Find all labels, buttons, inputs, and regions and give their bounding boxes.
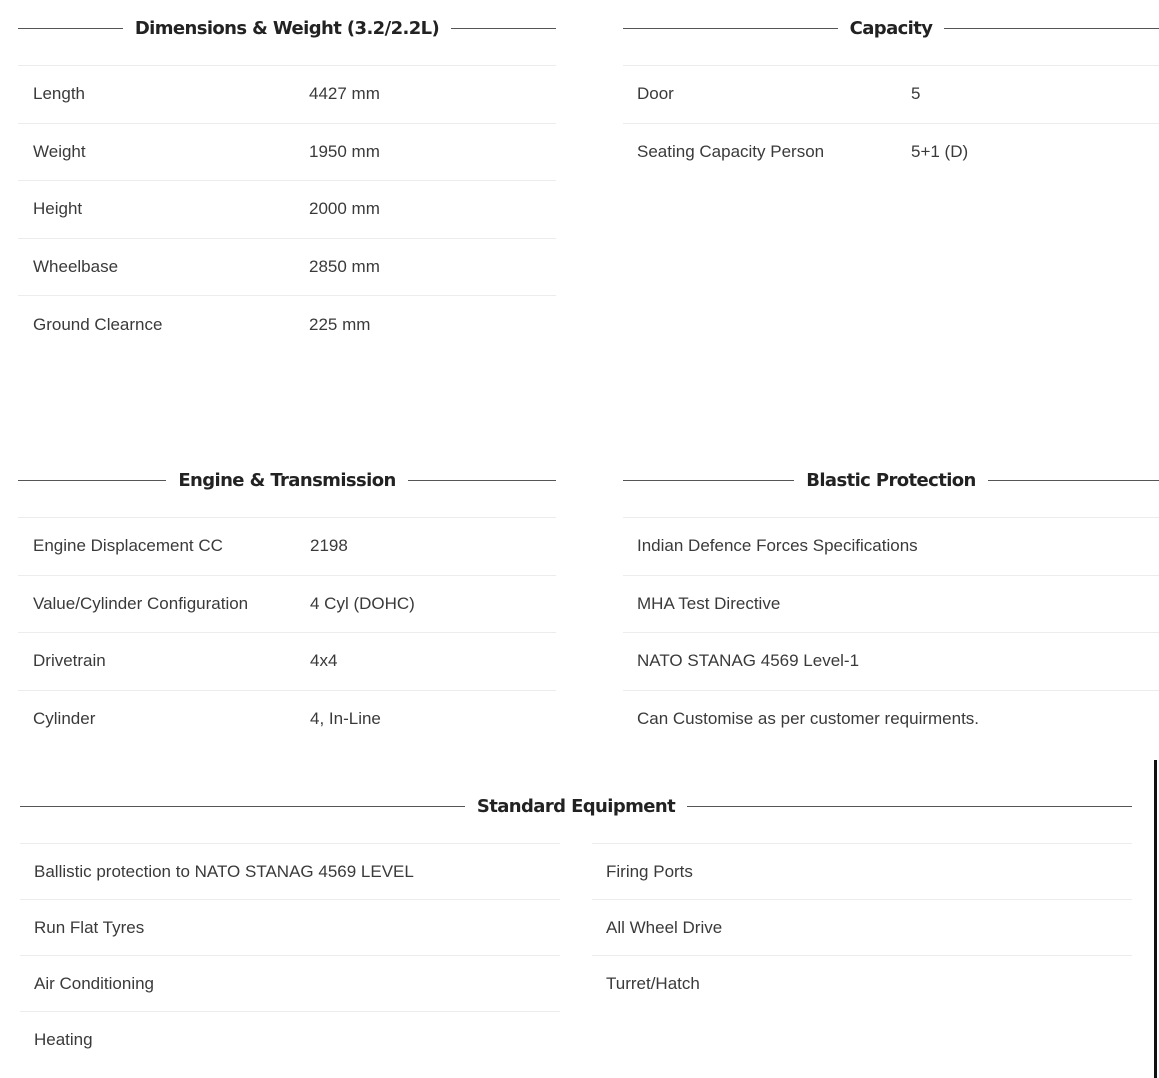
spec-label: Indian Defence Forces Specifications <box>637 536 918 556</box>
dimensions-section <box>18 6 556 354</box>
equipment-label: Turret/Hatch <box>606 974 700 993</box>
list-item <box>20 1012 560 1068</box>
spec-value: 4427 mm <box>309 84 380 104</box>
equipment-label: Run Flat Tyres <box>34 917 145 937</box>
blast-protection-section <box>623 458 1159 748</box>
spec-value: 4 Cyl (DOHC) <box>310 593 415 613</box>
spec-label: Seating Capacity Person <box>637 142 825 162</box>
table-row <box>623 691 1159 749</box>
spec-label: Value/Cylinder Configuration <box>33 593 249 613</box>
capacity-title: Capacity <box>849 17 933 39</box>
spec-value: 2000 mm <box>309 199 380 219</box>
equipment-list-left <box>20 843 560 1068</box>
table-row <box>18 633 556 691</box>
standard-equipment-heading <box>20 784 1132 828</box>
table-row <box>18 518 556 576</box>
list-item <box>592 900 1132 956</box>
capacity-table <box>623 65 1159 181</box>
table-row <box>18 691 556 749</box>
heading-rule-left <box>623 480 794 481</box>
spec-label: Door <box>637 84 674 104</box>
heading-rule-left <box>623 28 838 29</box>
heading-rule-right <box>451 28 556 29</box>
table-row <box>18 296 556 354</box>
equipment-label: Heating <box>34 1030 93 1049</box>
table-row <box>18 576 556 634</box>
spec-label: Drivetrain <box>33 651 106 671</box>
spec-label: Engine Displacement CC <box>33 536 223 556</box>
list-item <box>20 900 560 956</box>
dimensions-table <box>18 65 556 354</box>
spec-label: Height <box>33 199 83 219</box>
spec-value: 5 <box>911 84 921 104</box>
spec-label: Weight <box>33 141 86 161</box>
list-item <box>20 844 560 900</box>
blast-protection-table <box>623 517 1159 748</box>
heading-rule-right <box>944 28 1159 29</box>
engine-section <box>18 458 556 748</box>
spec-label: Cylinder <box>33 709 96 729</box>
dimensions-heading <box>18 6 556 50</box>
capacity-heading <box>623 6 1159 50</box>
list-item <box>592 956 1132 1012</box>
engine-table <box>18 517 556 748</box>
standard-equipment-title: Standard Equipment <box>476 795 676 817</box>
spec-value: 2198 <box>310 536 348 556</box>
table-row <box>623 66 1159 124</box>
spec-value: 1950 mm <box>309 141 380 161</box>
spec-value: 5+1 (D) <box>911 142 969 162</box>
equipment-label: Air Conditioning <box>34 973 155 993</box>
spec-value: 2850 mm <box>309 256 380 276</box>
blast-protection-heading <box>623 458 1159 502</box>
spec-value: 4, In-Line <box>310 709 381 729</box>
heading-rule-right <box>687 806 1132 807</box>
table-row <box>623 576 1159 634</box>
table-row <box>18 181 556 239</box>
equipment-list-right <box>592 843 1132 1068</box>
spec-label: Wheelbase <box>33 256 119 276</box>
standard-equipment-section <box>20 784 1132 1068</box>
equipment-label: Ballistic protection to NATO STANAG 4569 LEVEL <box>34 861 414 881</box>
spec-label: Ground Clearnce <box>33 314 163 334</box>
table-row <box>18 124 556 182</box>
heading-rule-right <box>408 480 556 481</box>
heading-rule-left <box>18 28 123 29</box>
equipment-label: All Wheel Drive <box>606 917 723 937</box>
list-item <box>20 956 560 1012</box>
table-row <box>18 66 556 124</box>
spec-label: NATO STANAG 4569 Level-1 <box>637 651 860 671</box>
page-edge-border <box>1154 760 1157 1078</box>
table-row <box>623 518 1159 576</box>
engine-heading <box>18 458 556 502</box>
equipment-label: Firing Ports <box>606 861 693 881</box>
spec-label: Can Customise as per customer requirments. <box>637 709 980 729</box>
spec-label: Length <box>33 84 85 104</box>
spec-value: 225 mm <box>309 314 371 334</box>
capacity-section <box>623 6 1159 181</box>
heading-rule-left <box>18 480 166 481</box>
table-row <box>18 239 556 297</box>
dimensions-title: Dimensions & Weight (3.2/2.2L) <box>134 17 440 39</box>
table-row <box>623 633 1159 691</box>
heading-rule-left <box>20 806 465 807</box>
spec-value: 4x4 <box>310 651 338 671</box>
blast-protection-title: Blastic Protection <box>806 469 976 491</box>
heading-rule-right <box>988 480 1159 481</box>
spec-label: MHA Test Directive <box>637 593 781 613</box>
list-item <box>592 844 1132 900</box>
equipment-grid <box>20 843 1132 1068</box>
table-row <box>623 124 1159 182</box>
engine-title: Engine & Transmission <box>178 469 396 491</box>
